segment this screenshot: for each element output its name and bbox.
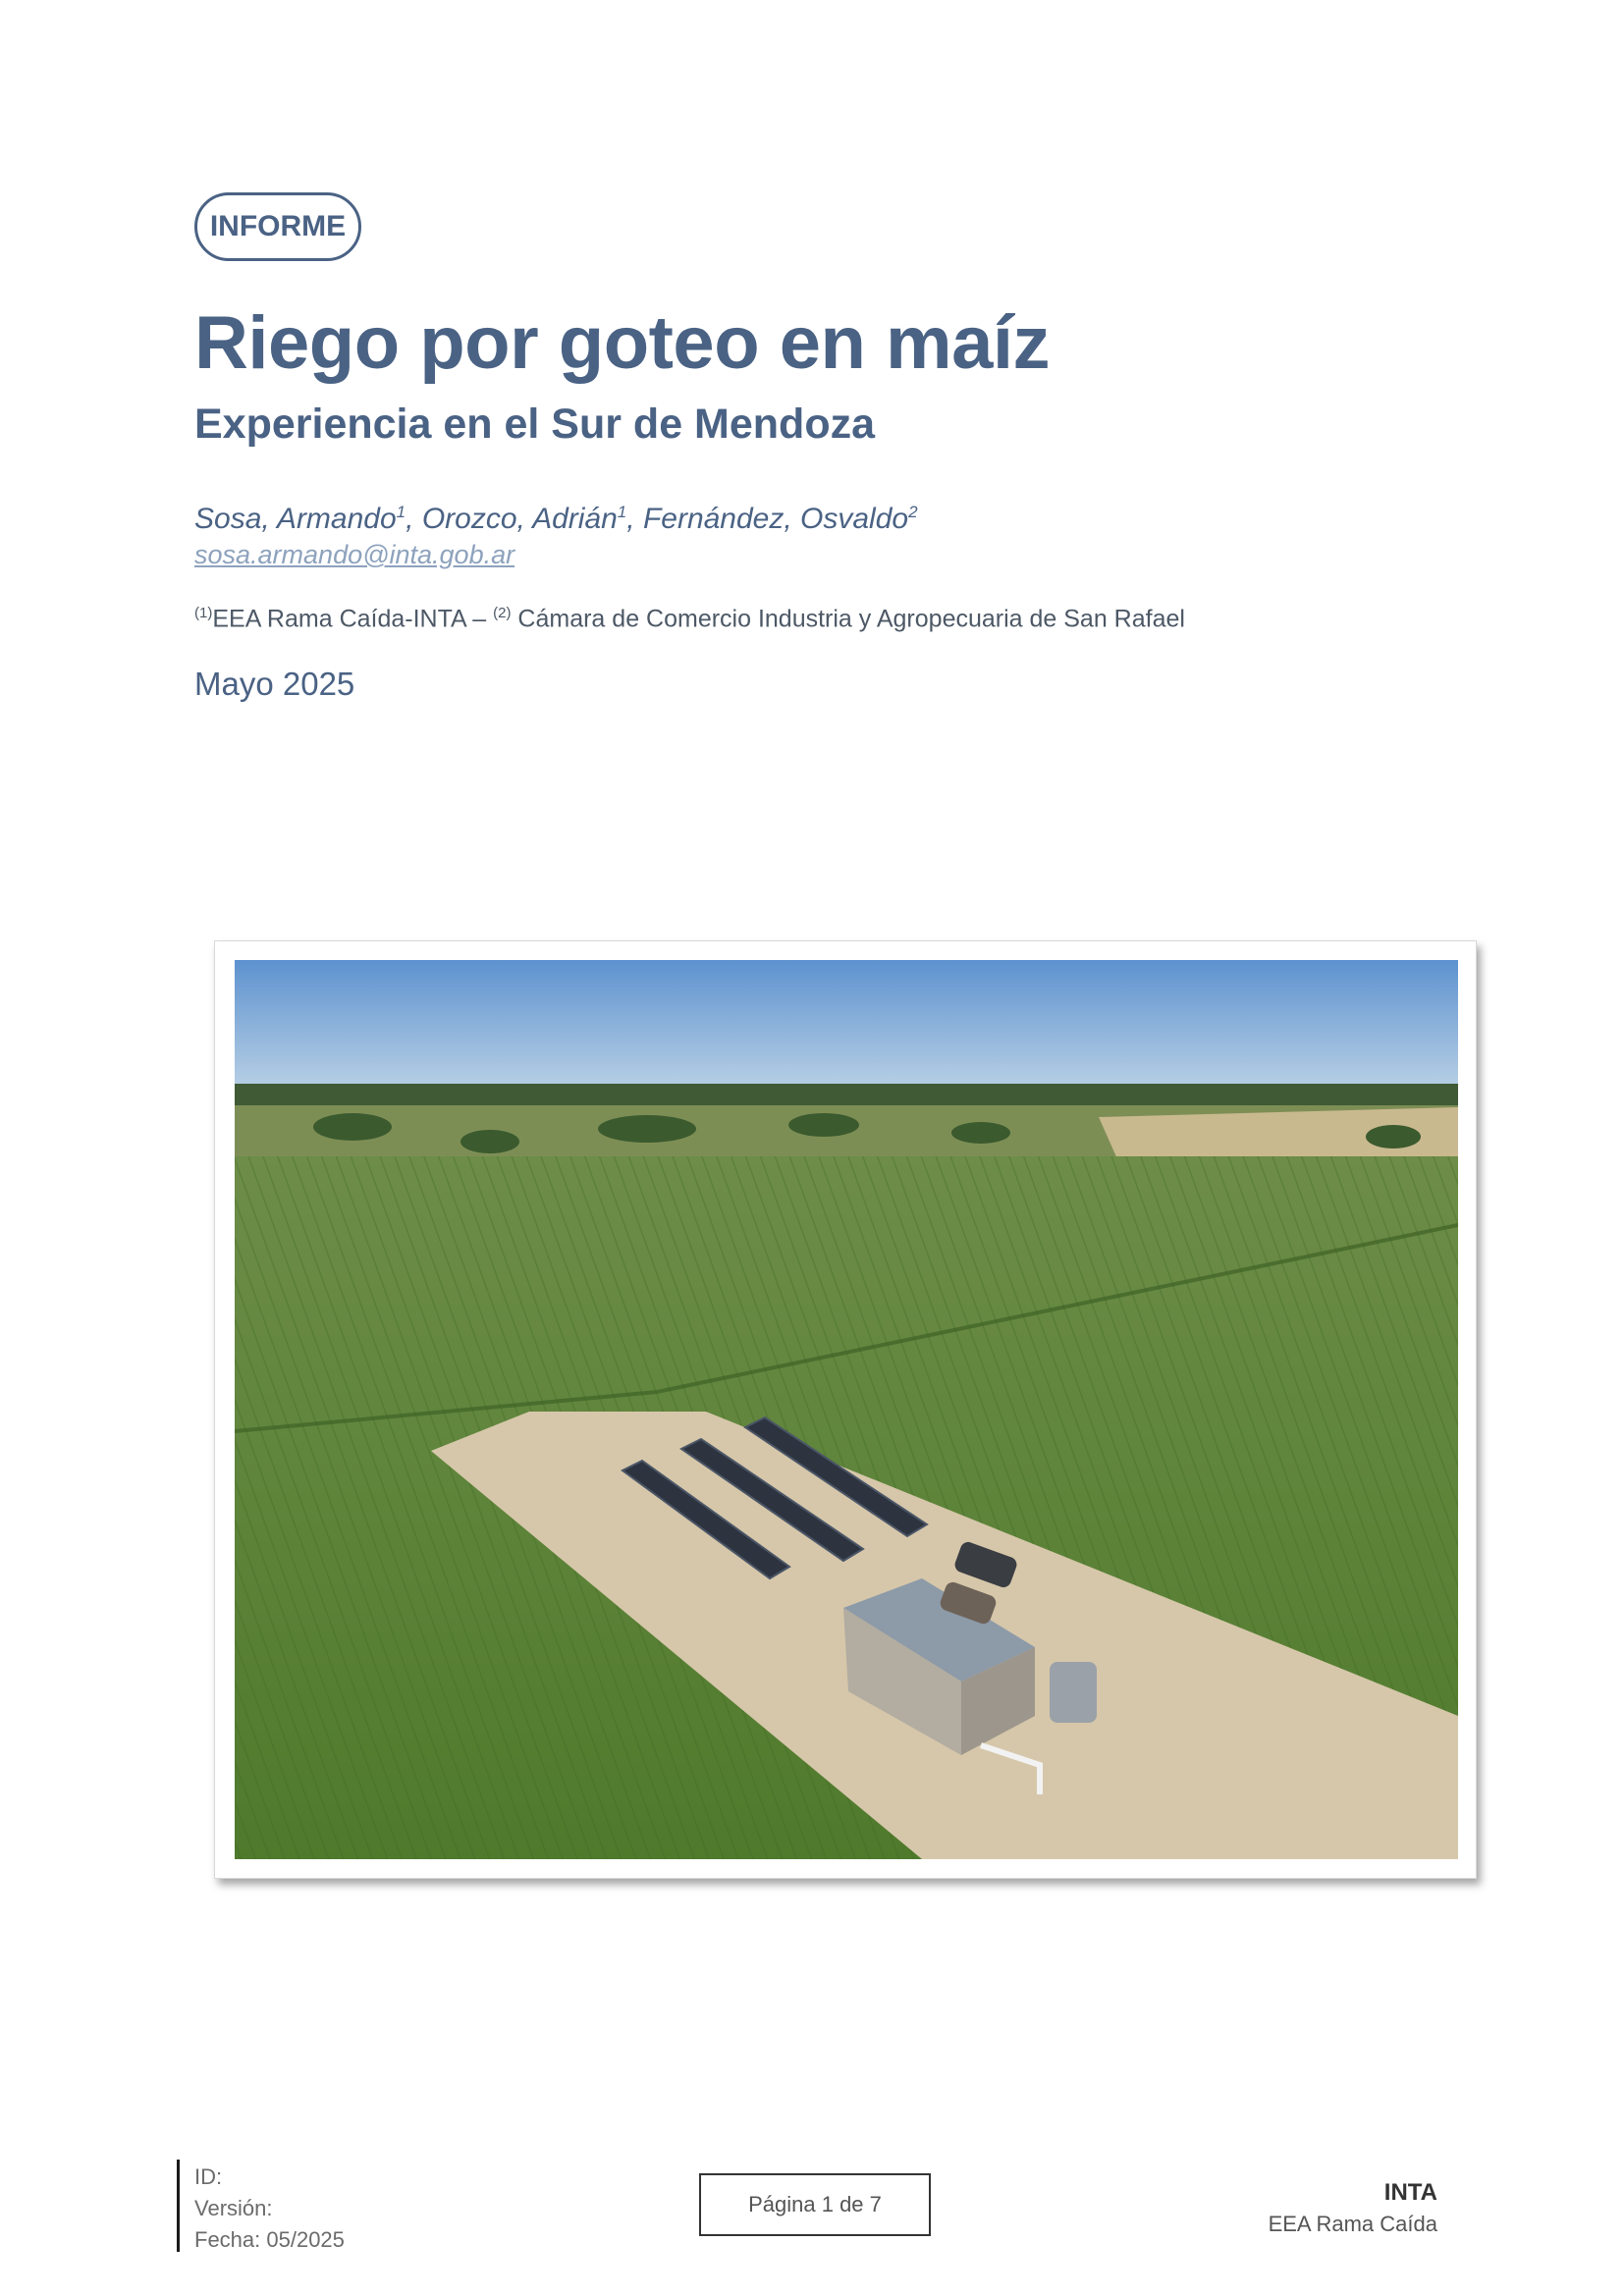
- author-name: Orozco, Adrián: [421, 503, 618, 535]
- publication-date: Mayo 2025: [194, 666, 355, 702]
- affiliation-text: EEA Rama Caída-INTA –: [212, 605, 494, 633]
- page-title: Riego por goteo en maíz: [194, 301, 1050, 385]
- document-version: Versión:: [194, 2196, 273, 2220]
- footer-divider: [177, 2160, 180, 2252]
- author-separator: ,: [406, 503, 422, 535]
- document-date: Fecha: 05/2025: [194, 2227, 345, 2252]
- author-affiliation-mark: 1: [396, 503, 406, 521]
- page-number-box: Página 1 de 7: [699, 2173, 931, 2236]
- author-email-link[interactable]: sosa.armando@inta.gob.ar: [194, 540, 515, 569]
- affiliation-text: Cámara de Comercio Industria y Agropecuaria de San Rafael: [517, 605, 1185, 633]
- affiliations: [194, 605, 1185, 633]
- affiliation-mark: (1): [194, 605, 213, 621]
- author-separator: ,: [626, 503, 643, 535]
- author-name: Fernández, Osvaldo: [642, 503, 909, 535]
- author-affiliation-mark: 1: [617, 503, 627, 521]
- author-list: [194, 503, 918, 536]
- document-id: ID:: [194, 2164, 223, 2189]
- author-name: Sosa, Armando: [194, 503, 397, 535]
- cover-photo-frame: [214, 940, 1477, 1879]
- station-name: EEA Rama Caída: [1268, 2212, 1437, 2236]
- author-affiliation-mark: 2: [908, 503, 918, 521]
- cover-photo-aerial-cornfield: [235, 960, 1458, 1859]
- report-badge: INFORME: [194, 192, 361, 261]
- footer-organization: [1269, 2177, 1437, 2240]
- affiliation-mark: (2): [493, 605, 512, 621]
- document-metadata: [194, 2162, 345, 2256]
- organization-name: INTA: [1383, 2179, 1437, 2206]
- page-subtitle: Experiencia en el Sur de Mendoza: [194, 400, 875, 448]
